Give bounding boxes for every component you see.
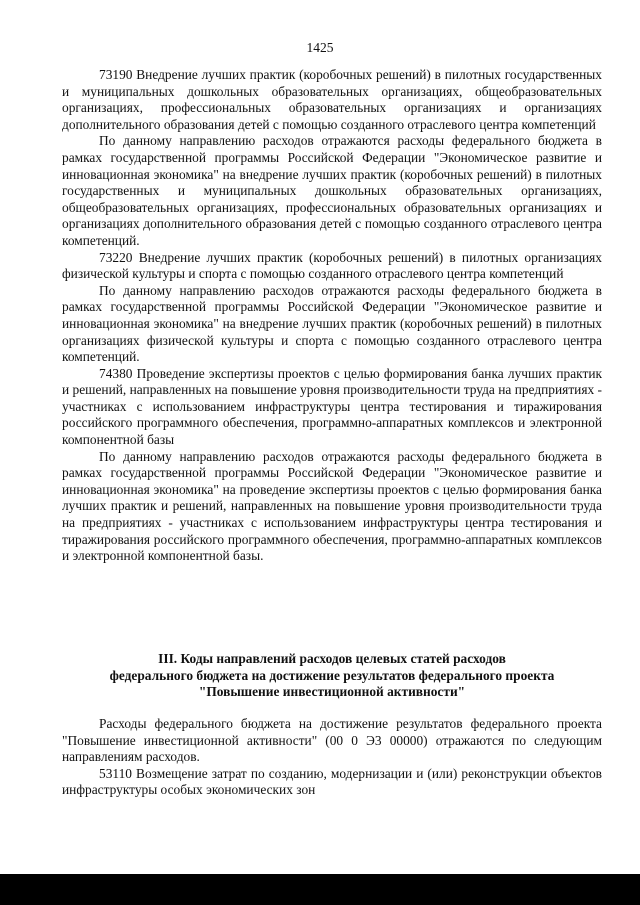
page-number: 1425 [306,40,334,55]
scan-edge-bar [0,874,640,905]
section-intro-paragraph: Расходы федерального бюджета на достижение результатов федерального проекта "Повышение инвестиционной активности" (00 0 Э3 00000) отражаются по следующим направлениям расходов. [62,716,602,765]
section-body [62,716,602,799]
paragraph-73190-title: 73190 Внедрение лучших практик (коробочных решений) в пилотных государственных и муниципальных дошкольных образовательных организациях, общеобразовательных организациях, профессиональных образовательных организациях и организациях дополнительного образования детей с помощью созданного отраслевого центра компетенций [62,67,602,132]
section-heading-line-3: "Повышение инвестиционной активности" [198,684,466,700]
paragraph-74380-description: По данному направлению расходов отражаются расходы федерального бюджета в рамках государственной программы Российской Федерации "Экономическое развитие и инновационная экономика" на проведение экспертизы проектов с целью формирования банка лучших практик и решений, направленных на повышение уровня производительности труда на предприятиях - участниках с использованием инфраструктуры центра тестирования и тиражирования российского программного обеспечения, программно-аппаратных комплексов и электронной компонентной базы. [62,448,602,564]
paragraph-73220-title: 73220 Внедрение лучших практик (коробочных решений) в пилотных организациях физической культуры и спорта с помощью созданного отраслевого центра компетенций [62,249,602,282]
document-body [62,67,602,565]
paragraph-73220-description: По данному направлению расходов отражаются расходы федерального бюджета в рамках государственной программы Российской Федерации "Экономическое развитие и инновационная экономика" на внедрение лучших практик (коробочных решений) в пилотных организациях физической культуры и спорта с помощью созданного отраслевого центра компетенций. [62,282,602,365]
paragraph-53110-title: 53110 Возмещение затрат по созданию, модернизации и (или) реконструкции объектов инфраструктуры особых экономических зон [62,765,602,798]
paragraph-73190-description: По данному направлению расходов отражаются расходы федерального бюджета в рамках государственной программы Российской Федерации "Экономическое развитие и инновационная экономика" на внедрение лучших практик (коробочных решений) в пилотных государственных и муниципальных дошкольных образовательных организациях, общеобразовательных организациях, профессиональных образовательных организациях и организациях дополнительного образования детей с помощью созданного отраслевого центра компетенций. [62,133,602,248]
section-heading-line-2: федерального бюджета на достижение результатов федерального проекта [109,667,555,683]
paragraph-74380-title: 74380 Проведение экспертизы проектов с целью формирования банка лучших практик и решений, направленных на повышение уровня производительности труда на предприятиях - участниках с использованием инфраструктуры центра тестирования и тиражирования российского программного обеспечения, программно-аппаратных комплексов и электронной компонентной базы [62,365,602,448]
section-heading-line-1: III. Коды направлений расходов целевых статей расходов [158,651,506,666]
section-heading [62,651,602,701]
